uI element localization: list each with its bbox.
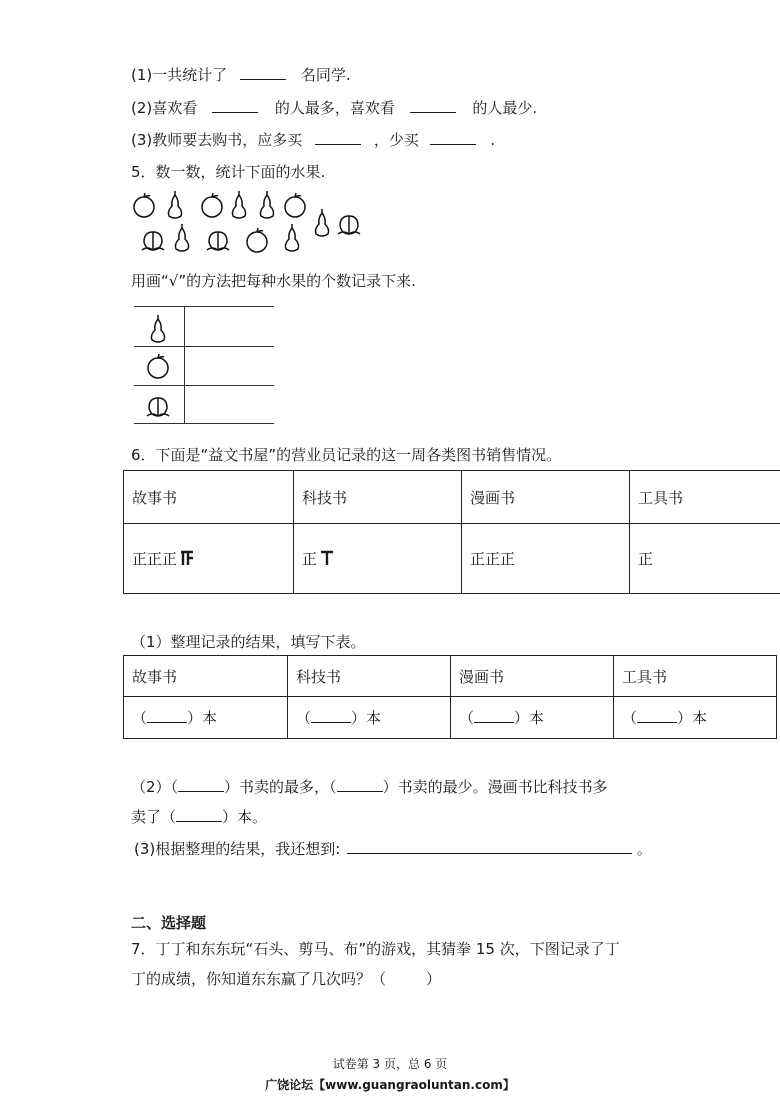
site-footer: 广饶论坛【www.guangraoluntan.com】 [265,1078,515,1092]
peach-icon [147,398,169,416]
apple-icon [148,354,168,378]
q4-s1-text-end: 名同学. [300,66,351,84]
answer-blank[interactable] [347,838,632,854]
tally-cell [294,524,462,594]
answer-cell[interactable]: （ ）本 [614,697,777,739]
peach-icon [338,216,360,234]
q5-instruction: 用画“√”的方法把每种水果的个数记录下来. [131,272,416,290]
pear-icon [232,191,245,218]
q4-s2-text-mid: 的人最多，喜欢看 [274,99,395,117]
tally-marks: 正正正 [132,550,178,568]
pear-icon [175,224,188,251]
header-cell: 漫画书 [451,656,614,697]
pear-icon [315,209,328,236]
result-table [123,655,777,739]
q4-s2-text-end: 的人最少. [472,99,538,117]
answer-cell[interactable]: （ ）本 [451,697,614,739]
header-cell: 漫画书 [462,471,630,524]
apple-icon [202,193,222,217]
tally-cell[interactable] [186,308,274,345]
q6-sub2-line1: （2）（ ）书卖的最多，（ ）书卖的最少。漫画书比科技书多 [131,778,608,796]
header-cell: 工具书 [630,471,780,524]
q7-line2: 丁的成绩，你知道东东赢了几次吗？（ ） [131,970,442,988]
answer-blank[interactable] [410,97,456,113]
sales-record-table [123,470,780,594]
q4-s3-text-end: . [490,131,496,149]
tally-marks: 正 [302,550,318,568]
answer-blank[interactable] [176,806,222,822]
answer-cell[interactable]: （ ）本 [288,697,451,739]
pear-icon [285,224,298,251]
answer-blank[interactable] [240,64,286,80]
header-cell: 科技书 [288,656,451,697]
tally-partial-icon [319,550,335,566]
header-cell: 故事书 [124,656,288,697]
peach-icon [142,232,164,250]
q6-sub3: (3)根据整理的结果，我还想到: 。 [134,840,652,858]
pear-icon [260,191,273,218]
fruit-picture [130,188,370,258]
tally-cell [124,524,294,594]
q6-sub2-line2: 卖了（ ）本。 [131,808,268,826]
q6-title: 6．下面是“益文书屋”的营业员记录的这一周各类图书销售情况。 [131,446,562,464]
q5-title: 5．数一数，统计下面的水果. [131,163,326,181]
fruit-tally-table [134,306,274,424]
q4-s2-text: (2)喜欢看 [131,99,198,117]
answer-blank[interactable] [430,129,476,145]
apple-icon [285,193,305,217]
answer-cell[interactable]: （ ）本 [124,697,288,739]
pear-icon [168,191,181,218]
apple-icon [134,193,154,217]
q6-sub1: （1）整理记录的结果，填写下表。 [131,633,366,651]
answer-blank[interactable] [337,776,383,792]
tally-partial-icon [179,550,195,566]
q4-line-3 [131,129,495,150]
tally-cell: 正正正 [462,524,630,594]
pear-icon [151,315,164,342]
header-cell: 故事书 [124,471,294,524]
apple-icon [247,228,267,252]
header-cell: 工具书 [614,656,777,697]
q4-s3-text: (3)教师要去购书，应多买 [131,131,303,149]
answer-blank[interactable] [315,129,361,145]
section-title: 二、选择题 [131,914,207,932]
answer-blank[interactable] [178,776,224,792]
q4-s3-text-mid: ，少买 [373,131,419,149]
q4-line-1 [131,64,351,85]
page-number: 试卷第 3 页，总 6 页 [332,1057,448,1071]
q4-line-2 [131,97,537,118]
tally-cell: 正 [630,524,780,594]
header-cell: 科技书 [294,471,462,524]
peach-icon [207,232,229,250]
q4-s1-text: (1)一共统计了 [131,66,228,84]
answer-blank[interactable] [212,97,258,113]
q7-line1: 7．丁丁和东东玩“石头、剪马、布”的游戏，其猜拳 15 次，下图记录了丁 [131,940,620,958]
tally-cell[interactable] [186,348,274,384]
tally-cell[interactable] [186,387,274,422]
